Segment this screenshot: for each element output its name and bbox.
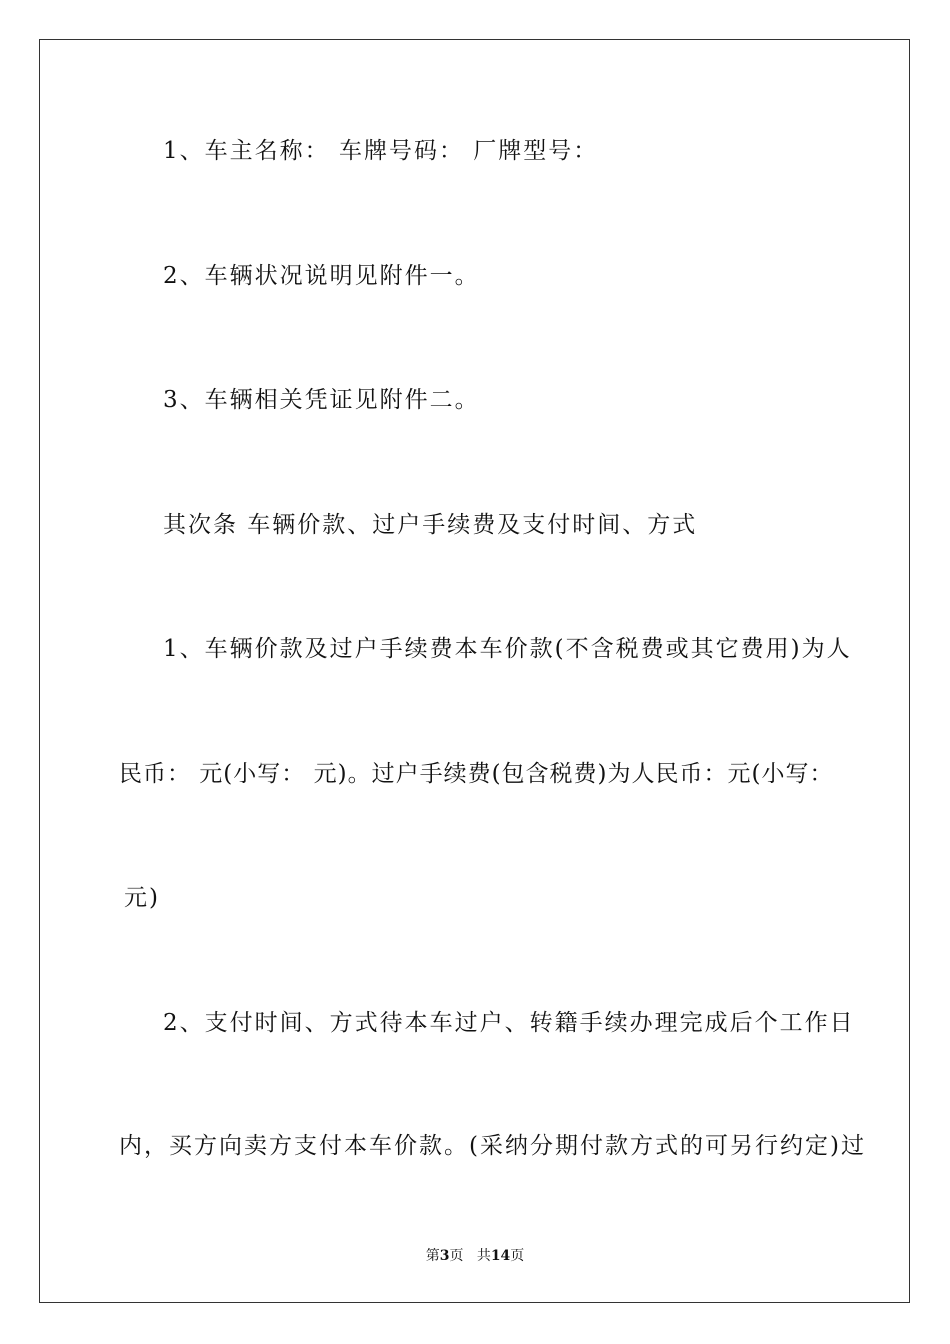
footer-total-suffix: 页 <box>510 1248 525 1264</box>
footer-prefix: 第 <box>425 1248 440 1264</box>
footer-page-suffix: 页 <box>449 1248 464 1264</box>
paragraph-1-line-1-text: 1、车辆价款及过户手续费本车价款(不含税费或其它费用)为人 <box>163 636 852 662</box>
paragraph-2-line-1-text: 2、支付时间、方式待本车过户、转籍手续办理完成后个工作日 <box>163 1010 855 1036</box>
section-heading-text: 其次条 车辆价款、过户手续费及支付时间、方式 <box>163 512 698 538</box>
paragraph-1-line-2-text: 民币： 元(小写： 元)。过户手续费(包含税费)为人民币：元(小写： <box>119 761 834 787</box>
footer-total-prefix: 共 <box>476 1248 491 1264</box>
paragraph-2-line-2 <box>0 1131 950 1161</box>
paragraph-2-line-1 <box>0 1008 950 1038</box>
paragraph-1-line-3-text: 元) <box>124 885 160 911</box>
paragraph-1-line-3 <box>0 883 950 913</box>
page-footer <box>0 1247 950 1265</box>
section-heading <box>0 510 950 540</box>
line-1 <box>0 136 950 166</box>
line-3-text: 3、车辆相关凭证见附件二。 <box>163 387 480 413</box>
page-frame <box>39 39 910 1303</box>
paragraph-2-line-2-text: 内，买方向卖方支付本车价款。(采纳分期付款方式的可另行约定)过 <box>119 1133 866 1159</box>
footer-page-number: 3 <box>439 1248 450 1264</box>
line-2 <box>0 261 950 291</box>
line-1-text: 1、车主名称： 车牌号码： 厂牌型号： <box>163 138 599 164</box>
line-2-text: 2、车辆状况说明见附件一。 <box>163 263 480 289</box>
paragraph-1-line-1 <box>0 634 950 664</box>
paragraph-1-line-2 <box>0 759 950 789</box>
line-3 <box>0 385 950 415</box>
footer-total-pages: 14 <box>490 1248 511 1264</box>
